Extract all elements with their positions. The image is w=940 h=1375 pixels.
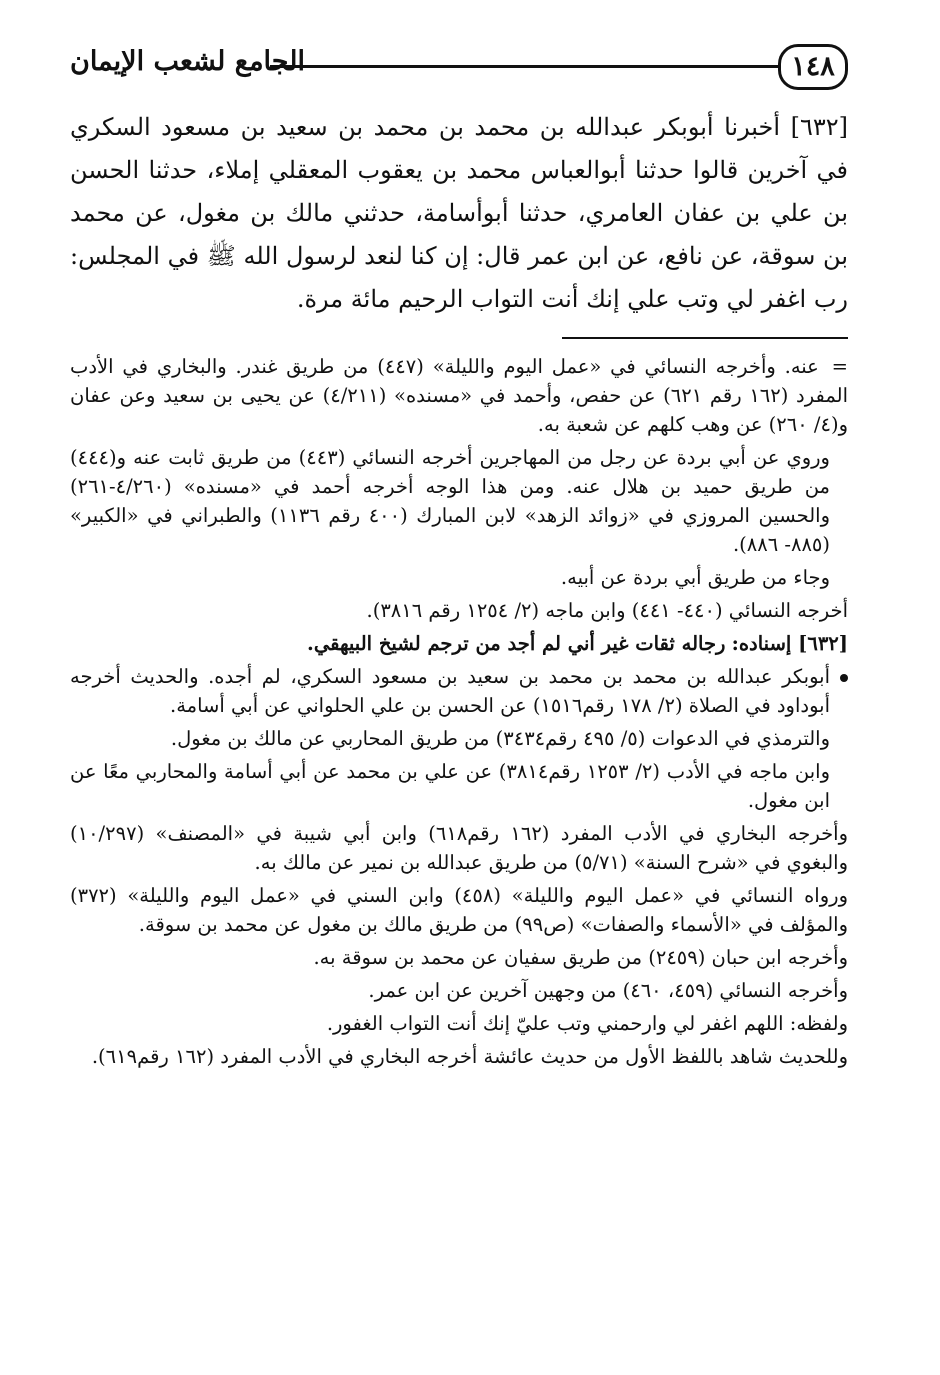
continuation-marker: = — [831, 355, 848, 378]
footnote-paragraph: ورواه النسائي في «عمل اليوم والليلة» (٤٥٨) وابن السني في «عمل اليوم والليلة» (٣٧٢) والمؤلف في «الأسماء والصفات» (ص٩٩) من طريق مالك بن مغول عن محمد بن سوقة. — [70, 884, 848, 936]
main-text — [70, 106, 848, 321]
footnote-bullet-item — [70, 662, 848, 720]
header-rule — [270, 65, 778, 68]
footnote-paragraph: وللحديث شاهد باللفظ الأول من حديث عائشة أخرجه البخاري في الأدب المفرد (١٦٢ رقم٦١٩). — [91, 1045, 848, 1068]
page — [70, 36, 848, 1075]
hadith-number: [٦٣٢] — [790, 113, 848, 141]
footnote-paragraph — [70, 352, 848, 439]
footnote-paragraph: أخرجه النسائي (٤٤٠- ٤٤١) وابن ماجه (٢/ ١٢٥٤ رقم ٣٨١٦). — [366, 599, 848, 622]
isnad-text: رجاله ثقات غير أني لم أجد من ترجم لشيخ البيهقي. — [307, 632, 726, 655]
footnote-text: أبوبكر عبدالله بن محمد بن محمد بن سعيد بن مسعود السكري، لم أجده. والحديث أخرجه أبوداود في الصلاة (٢/ ١٧٨ رقم١٥١٦) عن الحسن بن علي الحلواني عن أبي أسامة. — [70, 665, 830, 717]
footnotes — [70, 352, 848, 1071]
isnad-label: [٦٣٢] إسناده: — [731, 632, 848, 655]
bullet-icon — [840, 674, 848, 682]
footnote-paragraph: وأخرجه البخاري في الأدب المفرد (١٦٢ رقم٦١٨) وابن أبي شيبة في «المصنف» (١٠/٢٩٧) والبغوي في «شرح السنة» (٥/٧١) من طريق عبدالله بن نمير عن مالك به. — [70, 822, 848, 874]
footnote-paragraph: وابن ماجه في الأدب (٢/ ١٢٥٣ رقم٣٨١٤) عن علي بن محمد عن أبي أسامة والمحاربي معًا عن ابن مغول. — [70, 760, 830, 812]
footnote-paragraph: وأخرجه النسائي (٤٥٩، ٤٦٠) من وجهين آخرين عن ابن عمر. — [368, 979, 848, 1002]
book-title: الجامع لشعب الإيمان — [70, 46, 305, 77]
hadith-paragraph — [70, 106, 848, 321]
hadith-body: أخبرنا أبوبكر عبدالله بن محمد بن محمد بن سعيد بن مسعود السكري في آخرين قالوا حدثنا أبوالعباس محمد بن يعقوب المعقلي إملاء، حدثنا الحسن بن علي بن عفان العامري، حدثنا أبوأسامة، حدثني مالك بن مغول، عن محمد بن سوقة، عن نافع، عن ابن عمر قال: إن كنا لنعد لرسول الله ﷺ في المجلس: رب اغفر لي وتب علي إنك أنت التواب الرحيم مائة مرة. — [70, 113, 848, 313]
footnote-paragraph: وجاء من طريق أبي بردة عن أبيه. — [560, 566, 830, 589]
footnote-separator — [562, 337, 848, 339]
footnote-paragraph: وروي عن أبي بردة عن رجل من المهاجرين أخرجه النسائي (٤٤٣) من طريق ثابت عنه و(٤٤٤) من طريق حميد بن هلال عنه. ومن هذا الوجه أخرجه أحمد في «مسنده» (٤/٢٦٠-٢٦١) والحسين المروزي في «زوائد الزهد» لابن المبارك (٤٠٠ رقم ١١٣٦) والطبراني في «الكبير» (٨٨٥- ٨٨٦). — [70, 446, 830, 556]
footnote-paragraph: والترمذي في الدعوات (٥/ ٤٩٥ رقم٣٤٣٤) من طريق المحاربي عن مالك بن مغول. — [170, 727, 830, 750]
footnote-paragraph: ولفظه: اللهم اغفر لي وارحمني وتب عليّ إنك أنت التواب الغفور. — [326, 1012, 848, 1035]
page-number: ١٤٨ — [778, 44, 848, 90]
page-header — [70, 36, 848, 100]
footnote-paragraph: وأخرجه ابن حبان (٢٤٥٩) من طريق سفيان عن محمد بن سوقة به. — [313, 946, 848, 969]
isnad-paragraph — [70, 629, 848, 658]
footnote-text: عنه. وأخرجه النسائي في «عمل اليوم والليلة» (٤٤٧) من طريق غندر. والبخاري في الأدب المفرد (١٦٢ رقم ٦٢١) عن حفص، وأحمد في «مسنده» (٤/٢١١) عن يحيى بن سعيد وعن عفان و(٤/ ٢٦٠) عن وهب كلهم عن شعبة به. — [70, 355, 848, 436]
